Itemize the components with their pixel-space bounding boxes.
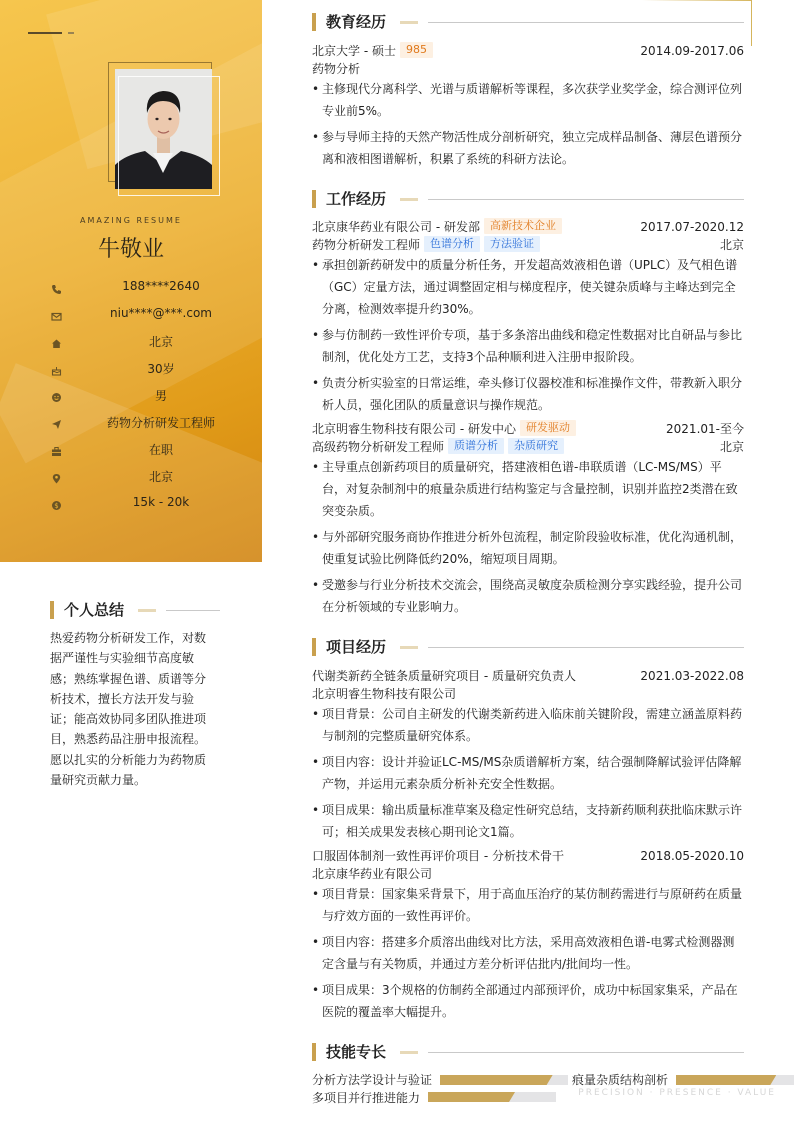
project-name-row xyxy=(312,847,744,865)
summary-title: 个人总结 xyxy=(64,601,125,619)
school-badge: 985 xyxy=(400,42,433,58)
project-org: 北京康华药业有限公司 xyxy=(312,867,433,881)
education-bullet: • 参与导师主持的天然产物活性成分剖析研究，独立完成样品制备、薄层色谱预分离和液相图谱解析，积累了系统的科研方法论。 xyxy=(312,126,744,170)
candidate-name: 牛敬业 xyxy=(97,237,164,262)
role-tag: 色谱分析 xyxy=(424,236,480,252)
job-date: 2021.01-至今 xyxy=(666,422,744,436)
project-bullet: • 项目成果：输出质量标准草案及稳定性研究总结，支持新药顺利获批临床默示许可；相关成果发表核心期刊论文1篇。 xyxy=(312,799,744,843)
gender-text: 男 xyxy=(154,389,167,403)
job-company-row xyxy=(312,420,744,438)
skill-bar-fill xyxy=(428,1092,515,1102)
section-marker xyxy=(312,638,316,656)
work-header xyxy=(312,189,744,209)
skill-bar xyxy=(440,1075,568,1085)
info-age xyxy=(0,357,262,384)
email-text: niu****@***.com xyxy=(110,306,212,320)
footer-motto: PRECISION · PRESENCE · VALUE xyxy=(578,1088,776,1098)
title-rule xyxy=(428,647,744,648)
job-company-row xyxy=(312,218,744,236)
project-date: 2018.05-2020.10 xyxy=(640,849,744,863)
contact-info-list xyxy=(0,276,262,519)
job-company: 北京明睿生物科技有限公司 - 研发中心 xyxy=(312,422,516,436)
skill-name: 多项目并行推进能力 xyxy=(312,1091,421,1105)
job-company: 北京康华药业有限公司 - 研发部 xyxy=(312,220,480,234)
skill-bar xyxy=(676,1075,794,1085)
title-rule xyxy=(428,199,744,200)
project-name-row xyxy=(312,667,744,685)
project-name: 口服固体制剂一致性再评价项目 - 分析技术骨干 xyxy=(312,849,564,863)
skills-header xyxy=(312,1042,744,1062)
skill-name: 分析方法学设计与验证 xyxy=(312,1073,433,1087)
job-bullet: • 主导重点创新药项目的质量研究，搭建液相色谱-串联质谱（LC-MS/MS）平台，对复杂制剂中的痕量杂质进行结构鉴定与含量控制，识别并监控2类潜在致突变杂质。 xyxy=(312,456,744,522)
skill-bar-fill xyxy=(676,1075,776,1085)
education-date: 2014.09-2017.06 xyxy=(640,44,744,58)
job-city: 北京 xyxy=(719,238,744,252)
role-tag: 杂质研究 xyxy=(508,438,564,454)
info-location xyxy=(0,465,262,492)
projects-title: 项目经历 xyxy=(326,638,387,656)
education-header xyxy=(312,12,744,32)
project-bullet: • 项目成果：3个规格的仿制药全部通过内部预评价，成功中标国家集采，产品在医院的覆盖率大幅提升。 xyxy=(312,979,744,1023)
job-role-row xyxy=(312,438,744,456)
corner-decor xyxy=(751,0,752,46)
school-name: 北京大学 - 硕士 xyxy=(312,44,396,58)
title-rule xyxy=(428,22,744,23)
age-text: 30岁 xyxy=(147,362,175,376)
summary-header xyxy=(50,600,220,620)
education-school-row xyxy=(312,42,744,60)
section-marker xyxy=(312,13,316,31)
job-bullet: • 负责分析实验室的日常运维，牵头修订仪器校准和标准操作文件，带教新入职分析人员，强化团队的质量意识与操作规范。 xyxy=(312,372,744,416)
work-title: 工作经历 xyxy=(326,190,387,208)
resume-tagline: AMAZING RESUME xyxy=(80,216,182,225)
summary-text: 热爱药物分析研发工作，对数据严谨性与实验细节高度敏感；熟练掌握色谱、质谱等分析技术，擅长方法开发与验证；能高效协同多团队推进项目，熟悉药品注册申报流程。愿以扎实的分析能力为药物质量研究贡献力量。 xyxy=(50,631,207,788)
role-tag: 质谱分析 xyxy=(448,438,504,454)
education-major: 药物分析 xyxy=(312,62,361,76)
projects-header xyxy=(312,637,744,657)
info-salary xyxy=(0,492,262,519)
decor-dot xyxy=(68,32,74,34)
project-date: 2021.03-2022.08 xyxy=(640,669,744,683)
job-bullet: • 受邀参与行业分析技术交流会，围绕高灵敏度杂质检测分享实践经验，提升公司在分析领域的专业影响力。 xyxy=(312,574,744,618)
hometown-text: 北京 xyxy=(148,335,173,349)
info-email xyxy=(0,303,262,330)
info-status xyxy=(0,438,262,465)
skill-bar-fill xyxy=(440,1075,553,1085)
decor-line xyxy=(28,32,62,34)
job-role: 高级药物分析研发工程师 xyxy=(312,440,445,454)
company-tag: 研发驱动 xyxy=(520,420,576,436)
company-tag: 高新技术企业 xyxy=(484,218,562,234)
skill-bar xyxy=(428,1092,556,1102)
section-marker xyxy=(312,190,316,208)
title-dash xyxy=(138,609,156,612)
project-bullet: • 项目内容：搭建多介质溶出曲线对比方法，采用高效液相色谱-电雾式检测器测定含量与有关物质，并通过方差分析评估批内/批间均一性。 xyxy=(312,931,744,975)
project-org: 北京明睿生物科技有限公司 xyxy=(312,687,457,701)
info-position xyxy=(0,411,262,438)
title-dash xyxy=(400,646,418,649)
salary-text: 15k - 20k xyxy=(132,495,190,509)
photo-frame-outline xyxy=(118,76,220,196)
title-dash xyxy=(400,198,418,201)
info-phone xyxy=(0,276,262,303)
job-role: 药物分析研发工程师 xyxy=(312,238,421,252)
corner-decor-top xyxy=(642,0,752,1)
job-bullet: • 承担创新药研发中的质量分析任务，开发超高效液相色谱（UPLC）及气相色谱（GC）定量方法，通过调整固定相与梯度程序，使关键杂质峰与主峰达到完全分离，检测效率提升约30%。 xyxy=(312,254,744,320)
project-bullet: • 项目背景：国家集采背景下，用于高血压治疗的某仿制药需进行与原研药在质量与疗效方面的一致性再评价。 xyxy=(312,883,744,927)
skills-title: 技能专长 xyxy=(326,1043,387,1061)
info-gender xyxy=(0,384,262,411)
skill-name: 痕量杂质结构剖析 xyxy=(572,1073,669,1087)
section-marker xyxy=(50,601,54,619)
title-rule xyxy=(166,610,220,611)
title-rule xyxy=(428,1052,744,1053)
position-text: 药物分析研发工程师 xyxy=(106,416,215,430)
job-date: 2017.07-2020.12 xyxy=(640,220,744,234)
role-tag: 方法验证 xyxy=(484,236,540,252)
location-text: 北京 xyxy=(148,470,173,484)
education-bullet: • 主修现代分离科学、光谱与质谱解析等课程，多次获学业奖学金，综合测评位列专业前5%。 xyxy=(312,78,744,122)
section-marker xyxy=(312,1043,316,1061)
education-title: 教育经历 xyxy=(326,13,387,31)
job-role-row xyxy=(312,236,744,254)
project-bullet: • 项目内容：设计并验证LC-MS/MS杂质谱解析方案，结合强制降解试验评估降解产物，并运用元素杂质分析补充安全性数据。 xyxy=(312,751,744,795)
status-text: 在职 xyxy=(148,443,173,457)
job-bullet: • 参与仿制药一致性评价专项，基于多条溶出曲线和稳定性数据对比自研品与参比制剂，优化处方工艺，支持3个品种顺利进入注册申报阶段。 xyxy=(312,324,744,368)
svg-text:$: $ xyxy=(54,502,59,510)
job-bullet: • 与外部研究服务商协作推进分析外包流程，制定阶段验收标准，优化沟通机制，使重复试验比例降低约20%，缩短项目周期。 xyxy=(312,526,744,570)
project-name: 代谢类新药全链条质量研究项目 - 质量研究负责人 xyxy=(312,669,576,683)
project-bullet: • 项目背景：公司自主研发的代谢类新药进入临床前关键阶段，需建立涵盖原料药与制剂的完整质量研究体系。 xyxy=(312,703,744,747)
info-hometown xyxy=(0,330,262,357)
title-dash xyxy=(400,21,418,24)
title-dash xyxy=(400,1051,418,1054)
job-city: 北京 xyxy=(719,440,744,454)
phone-text: 188****2640 xyxy=(122,279,200,293)
